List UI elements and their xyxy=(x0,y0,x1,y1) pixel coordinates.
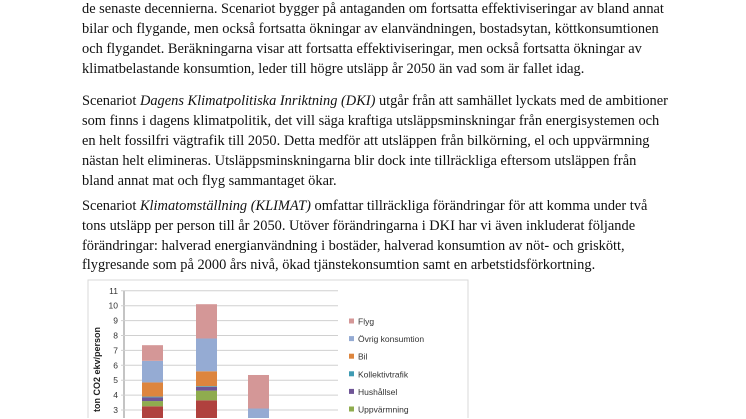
text-segment: en helt fossilfri vägtrafik till 2050. Detta medför att utsläppen från bilkörning, el och uppvärmning xyxy=(82,133,650,149)
text-segment: flygresande som på 2000 års nivå, ökad tjänstekonsumtion samt en arbetstidsförkortning. xyxy=(82,257,596,273)
y-tick-label: 10 xyxy=(108,300,118,311)
bar-segment-övrig-konsumtion xyxy=(196,338,217,371)
bar-segment-övrig-konsumtion xyxy=(248,409,269,418)
y-tick-label: 8 xyxy=(113,330,118,341)
bar-segment-hushållsel xyxy=(196,387,217,391)
bar-segment-bil xyxy=(142,382,163,396)
text-segment: förändringar: halverad energianvändning i bostäder, halverad konsumtion av nöt- och griskött, xyxy=(82,238,625,254)
legend-swatch xyxy=(349,319,354,324)
text-segment: klimatbelastande konsumtion, leder till högre utsläpp år 2050 än vad som är fallet idag. xyxy=(82,61,585,77)
text-segment: utgår från att samhället lyckats med de ambitioner xyxy=(375,93,668,109)
text-segment: tons utsläpp per person till år 2050. Utöver förändringarna i DKI har vi även inkluderat följande xyxy=(82,218,636,234)
y-tick-label: 11 xyxy=(109,285,118,296)
bar-segment-base xyxy=(142,406,163,418)
y-axis-label: ton CO2 ekv/person xyxy=(92,326,102,412)
text-segment: som finns i dagens klimatpolitik, det vill säga kraftiga utsläppsminskningar från energisystemen och xyxy=(82,113,660,129)
text-segment: nästan helt elimineras. Utsläppsminskningarna blir dock inte tillräckliga eftersom utsläppen från xyxy=(82,153,637,169)
y-tick-label: 7 xyxy=(113,345,118,356)
legend-swatch xyxy=(349,389,354,394)
y-tick-label: 5 xyxy=(113,375,118,386)
text-segment: bilar och flygande, men också fortsatta ökningar av elanvändningen, bostadsytan, köttkonsumtionen xyxy=(82,21,659,37)
text-segment: Scenariot xyxy=(82,198,140,214)
bar-segment-flyg xyxy=(248,375,269,409)
y-tick-label: 4 xyxy=(113,390,118,401)
text-segment: Scenariot xyxy=(82,93,140,109)
bar-segment-kollektivtrafik xyxy=(196,386,217,387)
text-segment: bland annat mat och flyg sammantaget ökar. xyxy=(82,173,337,189)
text-segment: och flygandet. Beräkningarna visar att fortsatta effektiviseringar, men också fortsatta ökningar av xyxy=(82,41,642,57)
y-tick-label: 3 xyxy=(113,405,118,415)
legend-label: Hushållsel xyxy=(358,386,398,397)
bar-segment-hushållsel xyxy=(142,397,163,401)
legend-label: Övrig konsumtion xyxy=(358,334,425,345)
text-segment: omfattar tillräckliga förändringar för att komma under två xyxy=(310,198,648,214)
legend-label: Bil xyxy=(358,351,368,362)
bar-segment-flyg xyxy=(142,345,163,361)
bar-segment-uppvärmning xyxy=(142,401,163,406)
legend-swatch xyxy=(349,336,354,341)
bar-segment-bil xyxy=(196,371,217,386)
legend-label: Uppvärmning xyxy=(358,404,409,415)
bar-segment-flyg xyxy=(196,304,217,338)
bar-segment-övrig-konsumtion xyxy=(142,361,163,383)
legend-label: Kollektivtrafik xyxy=(358,369,409,380)
y-tick-label: 6 xyxy=(113,360,118,371)
bar-segment-uppvärmning xyxy=(196,391,217,401)
bar-segment-base xyxy=(196,400,217,418)
legend-swatch xyxy=(349,407,354,412)
scenario-name: Klimatomställning (KLIMAT) xyxy=(139,198,311,214)
legend-swatch xyxy=(349,354,354,359)
legend-swatch xyxy=(349,371,354,376)
bar-segment-kollektivtrafik xyxy=(142,397,163,398)
text-segment: de senaste decennierna. Scenariot bygger på antaganden om fortsatta effektiviseringar av bland annat xyxy=(82,1,664,17)
y-tick-label: 9 xyxy=(113,315,118,326)
legend-label: Flyg xyxy=(358,316,375,327)
scenario-name: Dagens Klimatpolitiska Inriktning (DKI) xyxy=(139,93,376,109)
